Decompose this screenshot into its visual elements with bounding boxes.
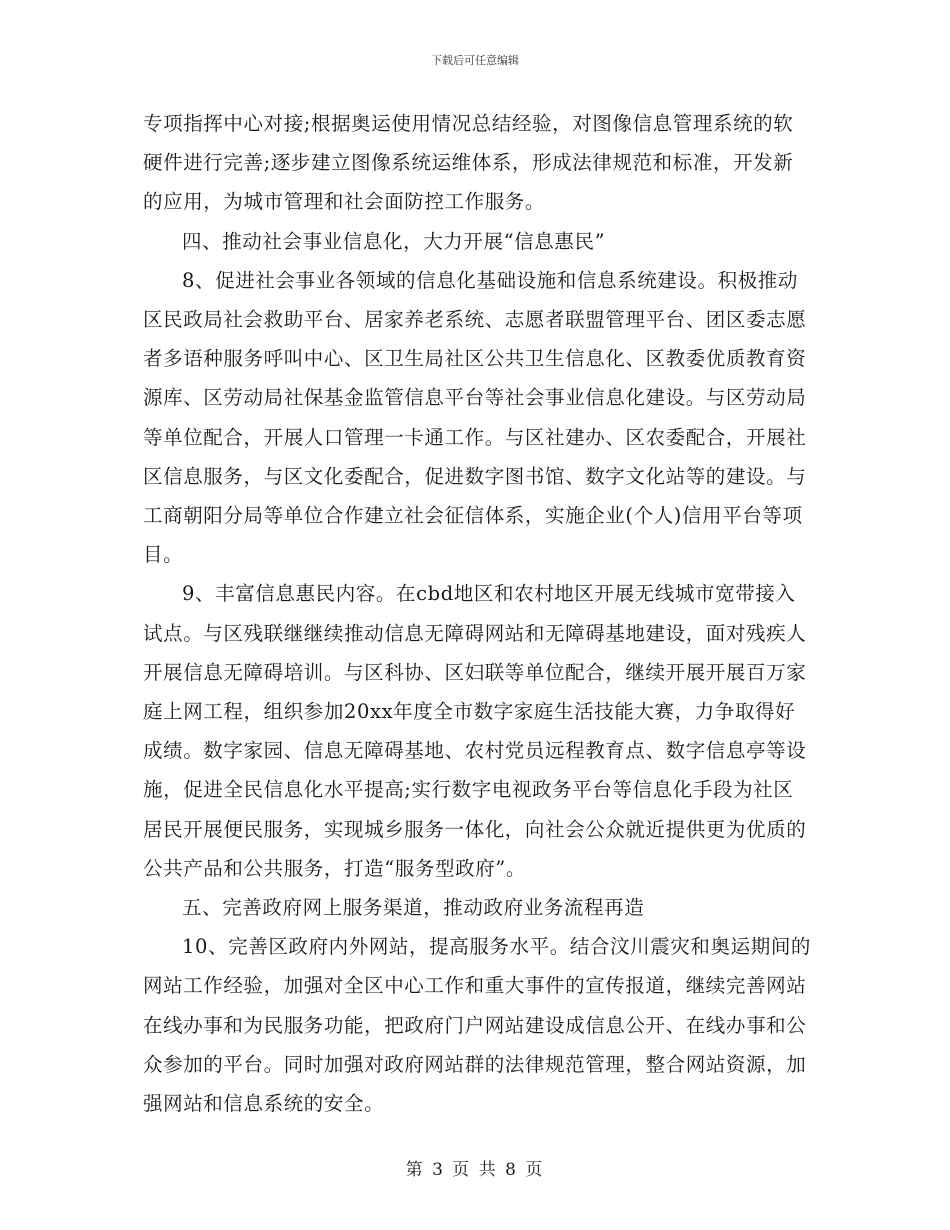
paragraph-item-9: 9、丰富信息惠民内容。在cbd地区和农村地区开展无线城市宽带接入试点。与区残联继继续推动信息无障碍网站和无障碍基地建设，面对残疾人开展信息无障碍培训。与区科协、区妇联等单位配合，继续开展开展百万家庭上网工程，组织参加20xx年度全市数字家庭生活技能大赛，力争取得好成绩。数字家园、信息无障碍基地、农村党员远程教育点、数字信息亭等设施，促进全民信息化水平提高;实行数字电视政务平台等信息化手段为社区居民开展便民服务，实现城乡服务一体化，向社会公众就近提供更为优质的公共产品和公共服务，打造“服务型政府”。 [143,582,807,880]
page-number-footer: 第 3 页 共 8 页 [405,1160,545,1180]
document-body [143,104,813,1123]
page-header: 下载后可任意编辑 [431,54,519,67]
paragraph-item-10: 10、完善区政府内外网站，提高服务水平。结合汶川震灾和奥运期间的网站工作经验，加强对全区中心工作和重大事件的宣传报道，继续完善网站在线办事和为民服务功能，把政府门户网站建设成信息公开、在线办事和公众参加的平台。同时加强对政府网站群的法律规范管理，整合网站资源，加强网站和信息系统的安全。 [143,935,812,1116]
section-heading-4: 四、推动社会事业信息化，大力开展“信息惠民” [182,229,606,253]
section-heading-5: 五、完善政府网上服务渠道，推动政府业务流程再造 [182,896,645,920]
paragraph-continuation: 专项指挥中心对接;根据奥运使用情况总结经验，对图像信息管理系统的软硬件进行完善;逐步建立图像系统运维体系，形成法律规范和标准，开发新的应用，为城市管理和社会面防控工作服务。 [143,112,794,214]
paragraph-item-8: 8、促进社会事业各领域的信息化基础设施和信息系统建设。积极推动区民政局社会救助平台、居家养老系统、志愿者联盟管理平台、团区委志愿者多语种服务呼叫中心、区卫生局社区公共卫生信息化、区教委优质教育资源库、区劳动局社保基金监管信息平台等社会事业信息化建设。与区劳动局等单位配合，开展人口管理一卡通工作。与区社建办、区农委配合，开展社区信息服务，与区文化委配合，促进数字图书馆、数字文化站等的建设。与工商朝阳分局等单位合作建立社会征信体系，实施企业(个人)信用平台等项目。 [143,268,807,567]
